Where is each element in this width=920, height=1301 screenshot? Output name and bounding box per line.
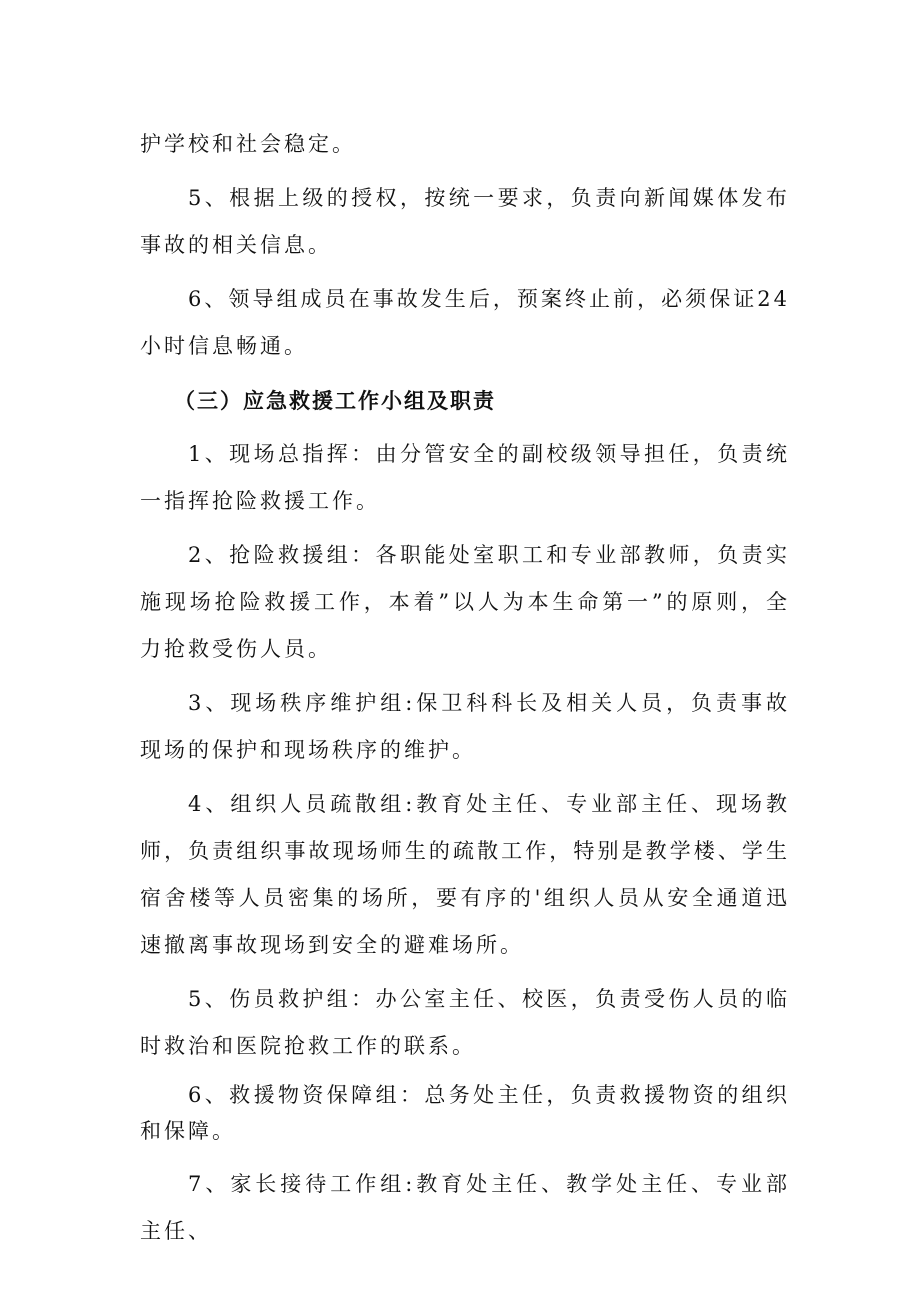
- paragraph-order-team: 3、现场秩序维护组:保卫科科长及相关人员，负责事故现场的保护和现场秩序的维护。: [140, 691, 790, 762]
- paragraph-commander: 1、现场总指挥：由分管安全的副校级领导担任，负责统一指挥抢险救援工作。: [140, 442, 790, 513]
- paragraph-parent-team: 7、家长接待工作组:教育处主任、教学处主任、专业部主任、: [140, 1172, 790, 1243]
- section-heading: （三）应急救援工作小组及职责: [174, 388, 496, 413]
- paragraph-medical-team: 5、伤员救护组：办公室主任、校医，负责受伤人员的临时救治和医院抢救工作的联系。: [140, 987, 790, 1058]
- paragraph-rescue-team: 2、抢险救援组：各职能处室职工和专业部教师，负责实施现场抢险救援工作，本着”以人为本生命第一”的原则，全力抢救受伤人员。: [140, 543, 790, 661]
- paragraph-supplies-team: 6、救援物资保障组：总务处主任，负责救援物资的组织和保障。: [140, 1083, 790, 1143]
- paragraph-item-5-media: 5、根据上级的授权，按统一要求，负责向新闻媒体发布事故的相关信息。: [140, 186, 790, 257]
- paragraph-continuation: 护学校和社会稳定。: [140, 132, 356, 156]
- document-body: [140, 121, 790, 1262]
- paragraph-item-6-communication: 6、领导组成员在事故发生后，预案终止前，必须保证24小时信息畅通。: [140, 287, 790, 358]
- paragraph-evacuation-team: 4、组织人员疏散组:教育处主任、专业部主任、现场教师，负责组织事故现场师生的疏散工作，特别是教学楼、学生宿舍楼等人员密集的场所，要有序的'组织人员从安全通道迅速撤离事故现场到安全的避难场所。: [140, 792, 790, 957]
